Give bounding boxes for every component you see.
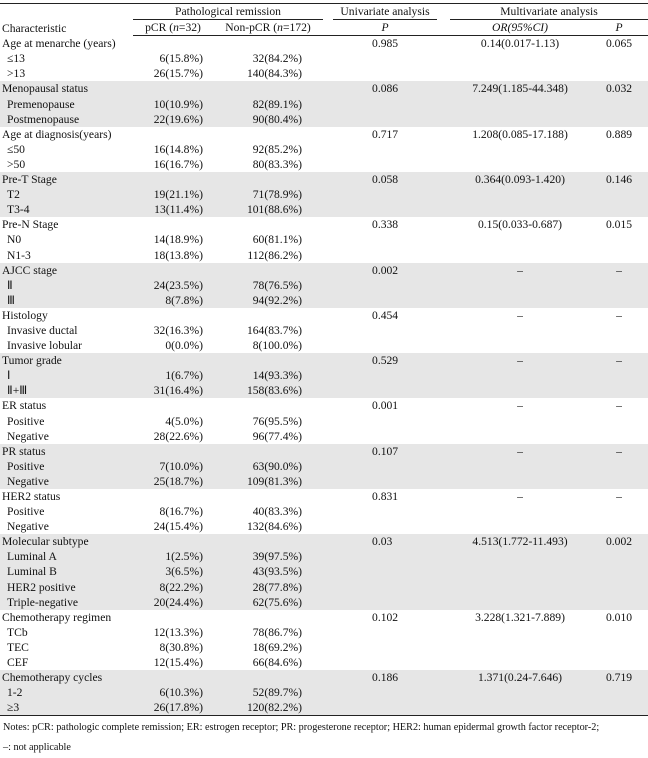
group-header-row (0, 172, 648, 187)
table-row (0, 293, 648, 308)
group-label: Tumor grade (0, 353, 133, 368)
notes-line-1: Notes: pCR: pathologic complete remission; ER: estrogen receptor; PR: progesterone receptor; HER2: human epidermal growth factor receptor-2; (3, 722, 600, 734)
subgroup-label: TCb (7, 625, 28, 639)
non-pcr-value: 62(75.6%) (213, 595, 323, 610)
pcr-value: 13(11.4%) (133, 202, 213, 217)
multivariate-p-value: – (590, 353, 648, 368)
group-header-row (0, 398, 648, 413)
pcr-value: 26(17.8%) (133, 700, 213, 716)
table-row (0, 640, 648, 655)
group-label: Molecular subtype (0, 534, 133, 549)
non-pcr-value: 78(76.5%) (213, 278, 323, 293)
table-body (0, 36, 648, 716)
non-pcr-value: 18(69.2%) (252, 640, 303, 654)
table-row (0, 504, 648, 519)
group-header-row (0, 489, 648, 504)
group-label: PR status (0, 444, 133, 459)
odds-ratio-ci: 1.208(0.085-17.188) (472, 127, 568, 141)
non-pcr-value: 78(86.7%) (252, 625, 303, 639)
table-row (0, 459, 648, 474)
table-row (0, 700, 648, 716)
table-row (0, 202, 648, 217)
table-row (0, 549, 648, 564)
non-pcr-value: 112(86.2%) (247, 248, 303, 262)
group-header-row (0, 81, 648, 96)
subgroup-label: Ⅲ (0, 293, 133, 308)
subgroup-label: Positive (0, 459, 133, 474)
subgroup-label: N1-3 (7, 248, 31, 262)
header-non-pcr: Non-pCR (n=172) (213, 20, 323, 36)
group-label: Pre-N Stage (2, 218, 59, 232)
univariate-p-value: 0.529 (333, 353, 437, 368)
non-pcr-value: 66(84.6%) (252, 656, 303, 670)
table-row (0, 112, 648, 127)
header-multivariate-p: P (590, 20, 648, 36)
table-row (0, 157, 648, 172)
table-row (0, 66, 648, 81)
multivariate-p-value: – (616, 399, 622, 413)
group-label: Chemotherapy cycles (0, 670, 133, 685)
pcr-value: 10(10.9%) (133, 97, 213, 112)
non-pcr-value: 39(97.5%) (213, 549, 323, 564)
subgroup-label: Negative (0, 474, 133, 489)
group-label: Chemotherapy regimen (2, 610, 112, 624)
pcr-value: 4(5.0%) (165, 414, 203, 428)
non-pcr-value: 101(88.6%) (213, 202, 323, 217)
table-row (0, 51, 648, 66)
group-header-row (0, 353, 648, 368)
group-header-row (0, 308, 648, 323)
non-pcr-value: 164(83.7%) (246, 323, 303, 337)
univariate-p-value: 0.186 (333, 670, 437, 685)
univariate-p-value: 0.102 (372, 610, 399, 624)
table-row (0, 338, 648, 353)
non-pcr-value: 52(89.7%) (213, 685, 323, 700)
subgroup-label: ≥3 (0, 700, 133, 716)
pcr-value: 8(7.8%) (133, 293, 213, 308)
subgroup-label: ≤13 (7, 52, 25, 66)
subgroup-label: Ⅱ (0, 278, 133, 293)
odds-ratio-ci: 3.228(1.321-7.889) (475, 610, 565, 624)
header-univariate: Univariate analysis (333, 4, 437, 20)
table-row (0, 97, 648, 112)
table-row (0, 232, 648, 247)
group-header-row (0, 534, 648, 549)
subgroup-label: Positive (7, 505, 45, 519)
group-header-row (0, 670, 648, 685)
subgroup-label: Invasive lobular (7, 339, 83, 353)
pcr-value: 6(10.3%) (133, 685, 213, 700)
pcr-value: 24(23.5%) (133, 278, 213, 293)
non-pcr-value: 60(81.1%) (252, 233, 303, 247)
group-label: ER status (2, 399, 47, 413)
non-pcr-value: 94(92.2%) (213, 293, 323, 308)
non-pcr-value: 14(93.3%) (213, 368, 323, 383)
pcr-value: 0(0.0%) (165, 339, 203, 353)
multivariate-p-value: – (616, 490, 622, 503)
odds-ratio-ci: 7.249(1.185-44.348) (450, 81, 590, 96)
group-label: HER2 status (2, 490, 61, 503)
table-row (0, 187, 648, 202)
subgroup-label: >13 (7, 67, 26, 81)
univariate-p-value: 0.454 (372, 308, 399, 322)
header-or-ci: OR(95%CI) (450, 20, 590, 36)
table-row (0, 248, 648, 263)
pcr-value: 12(13.3%) (153, 625, 203, 639)
univariate-p-value: 0.001 (372, 399, 399, 413)
non-pcr-value: 8(100.0%) (252, 339, 303, 353)
non-pcr-value: 80(83.3%) (252, 157, 303, 171)
multivariate-p-value: 0.015 (605, 218, 633, 232)
pcr-value: 6(15.8%) (159, 52, 203, 66)
univariate-p-value: 0.831 (372, 490, 399, 503)
header-pathological-remission: Pathological remission (133, 4, 323, 20)
subgroup-label: T2 (0, 187, 133, 202)
pcr-value: 8(16.7%) (159, 505, 203, 519)
table-row (0, 142, 648, 157)
table-row (0, 685, 648, 700)
subgroup-label: Positive (7, 414, 45, 428)
pcr-value: 20(24.4%) (133, 595, 213, 610)
table-row (0, 429, 648, 444)
table-row (0, 564, 648, 579)
subgroup-label: Luminal B (0, 564, 133, 579)
non-pcr-value: 132(84.6%) (246, 520, 303, 534)
group-label: AJCC stage (0, 263, 133, 278)
multivariate-p-value: 0.010 (605, 610, 633, 624)
header-multivariate: Multivariate analysis (450, 4, 648, 20)
subgroup-label: HER2 positive (0, 580, 133, 595)
table-row (0, 580, 648, 595)
subgroup-label: Premenopause (0, 97, 133, 112)
pcr-value: 19(21.1%) (133, 187, 213, 202)
group-label: Pre-T Stage (0, 172, 133, 187)
odds-ratio-ci: 0.15(0.033-0.687) (477, 218, 563, 232)
pcr-value: 22(19.6%) (133, 112, 213, 127)
subgroup-label: Ⅱ+Ⅲ (0, 383, 133, 398)
univariate-p-value: 0.002 (333, 263, 437, 278)
subgroup-label: T3-4 (0, 202, 133, 217)
subgroup-label: 1-2 (0, 685, 133, 700)
multivariate-p-value: – (590, 263, 648, 278)
univariate-p-value: 0.338 (372, 218, 399, 232)
pcr-value: 25(18.7%) (133, 474, 213, 489)
pcr-value: 31(16.4%) (133, 383, 213, 398)
subgroup-label: Ⅰ (0, 368, 133, 383)
table-notes (0, 718, 648, 758)
non-pcr-value: 92(85.2%) (252, 142, 303, 156)
group-label: Age at menarche (years) (2, 36, 116, 50)
subgroup-label: Triple-negative (0, 595, 133, 610)
pcr-value: 18(13.8%) (153, 248, 203, 262)
table-row (0, 595, 648, 610)
multivariate-p-value: 0.146 (590, 172, 648, 187)
group-label: Menopausal status (0, 81, 133, 96)
non-pcr-value: 40(83.3%) (252, 505, 303, 519)
non-pcr-value: 140(84.3%) (246, 67, 303, 81)
group-header-row (0, 36, 648, 52)
table-row (0, 278, 648, 293)
multivariate-p-value: 0.032 (590, 81, 648, 96)
non-pcr-value: 82(89.1%) (213, 97, 323, 112)
group-label: Histology (2, 308, 48, 322)
odds-ratio-ci: – (517, 399, 523, 413)
pcr-value: 16(16.7%) (153, 157, 203, 171)
notes-line-2: –: not applicable (3, 742, 71, 754)
group-header-row (0, 127, 648, 142)
non-pcr-value: 76(95.5%) (252, 414, 303, 428)
multivariate-p-value: 0.719 (590, 670, 648, 685)
table-row (0, 414, 648, 429)
results-table (0, 3, 648, 716)
subgroup-label: Negative (7, 520, 49, 534)
multivariate-p-value: 0.889 (605, 127, 633, 141)
non-pcr-value: 63(90.0%) (213, 459, 323, 474)
odds-ratio-ci: 1.371(0.24-7.646) (450, 670, 590, 685)
table-row (0, 383, 648, 398)
subgroup-label: Negative (7, 429, 49, 443)
group-label: Age at diagnosis(years) (2, 127, 112, 141)
odds-ratio-ci: – (450, 263, 590, 278)
non-pcr-value: 32(84.2%) (252, 52, 303, 66)
univariate-p-value: 0.107 (333, 444, 437, 459)
subgroup-label: Invasive ductal (7, 323, 78, 337)
non-pcr-value: 109(81.3%) (213, 474, 323, 489)
group-header-row (0, 217, 648, 232)
pcr-value: 32(16.3%) (153, 323, 203, 337)
odds-ratio-ci: – (450, 444, 590, 459)
pcr-value: 7(10.0%) (133, 459, 213, 474)
subgroup-label: TEC (7, 640, 29, 654)
header-characteristic: Characteristic (0, 4, 133, 36)
multivariate-p-value: 0.065 (605, 37, 633, 51)
non-pcr-value: 120(82.2%) (213, 700, 323, 716)
pcr-value: 28(22.6%) (153, 429, 203, 443)
table-row (0, 519, 648, 534)
multivariate-p-value: – (590, 444, 648, 459)
table-row (0, 323, 648, 338)
pcr-value: 12(15.4%) (153, 656, 203, 670)
odds-ratio-ci: 4.513(1.772-11.493) (450, 534, 590, 549)
univariate-p-value: 0.086 (333, 81, 437, 96)
multivariate-p-value: – (616, 308, 622, 322)
subgroup-label: Luminal A (0, 549, 133, 564)
multivariate-p-value: 0.002 (590, 534, 648, 549)
univariate-p-value: 0.058 (333, 172, 437, 187)
non-pcr-value: 71(78.9%) (213, 187, 323, 202)
subgroup-label: N0 (7, 233, 22, 247)
subgroup-label: CEF (7, 656, 29, 670)
odds-ratio-ci: 0.14(0.017-1.13) (480, 37, 560, 51)
group-header-row (0, 444, 648, 459)
group-header-row (0, 263, 648, 278)
table-row (0, 655, 648, 670)
table-row (0, 474, 648, 489)
header-pcr: pCR (n=32) (133, 20, 213, 36)
pcr-value: 24(15.4%) (153, 520, 203, 534)
odds-ratio-ci: – (517, 490, 523, 503)
non-pcr-value: 43(93.5%) (213, 564, 323, 579)
header-univariate-p: P (333, 20, 437, 36)
non-pcr-value: 28(77.8%) (213, 580, 323, 595)
table-row (0, 625, 648, 640)
odds-ratio-ci: 0.364(0.093-1.420) (450, 172, 590, 187)
univariate-p-value: 0.717 (372, 127, 399, 141)
pcr-value: 14(18.9%) (153, 233, 203, 247)
pcr-value: 16(14.8%) (153, 142, 203, 156)
group-header-row (0, 610, 648, 625)
odds-ratio-ci: – (517, 308, 523, 322)
pcr-value: 8(22.2%) (133, 580, 213, 595)
univariate-p-value: 0.03 (333, 534, 437, 549)
non-pcr-value: 90(80.4%) (213, 112, 323, 127)
table-row (0, 368, 648, 383)
subgroup-label: >50 (7, 157, 26, 171)
subgroup-label: Postmenopause (0, 112, 133, 127)
non-pcr-value: 158(83.6%) (213, 383, 323, 398)
pcr-value: 3(6.5%) (133, 564, 213, 579)
pcr-value: 1(6.7%) (133, 368, 213, 383)
subgroup-label: ≤50 (7, 142, 25, 156)
pcr-value: 8(30.8%) (159, 640, 203, 654)
pcr-value: 26(15.7%) (153, 67, 203, 81)
pcr-value: 1(2.5%) (133, 549, 213, 564)
odds-ratio-ci: – (450, 353, 590, 368)
non-pcr-value: 96(77.4%) (252, 429, 303, 443)
univariate-p-value: 0.985 (372, 37, 399, 51)
